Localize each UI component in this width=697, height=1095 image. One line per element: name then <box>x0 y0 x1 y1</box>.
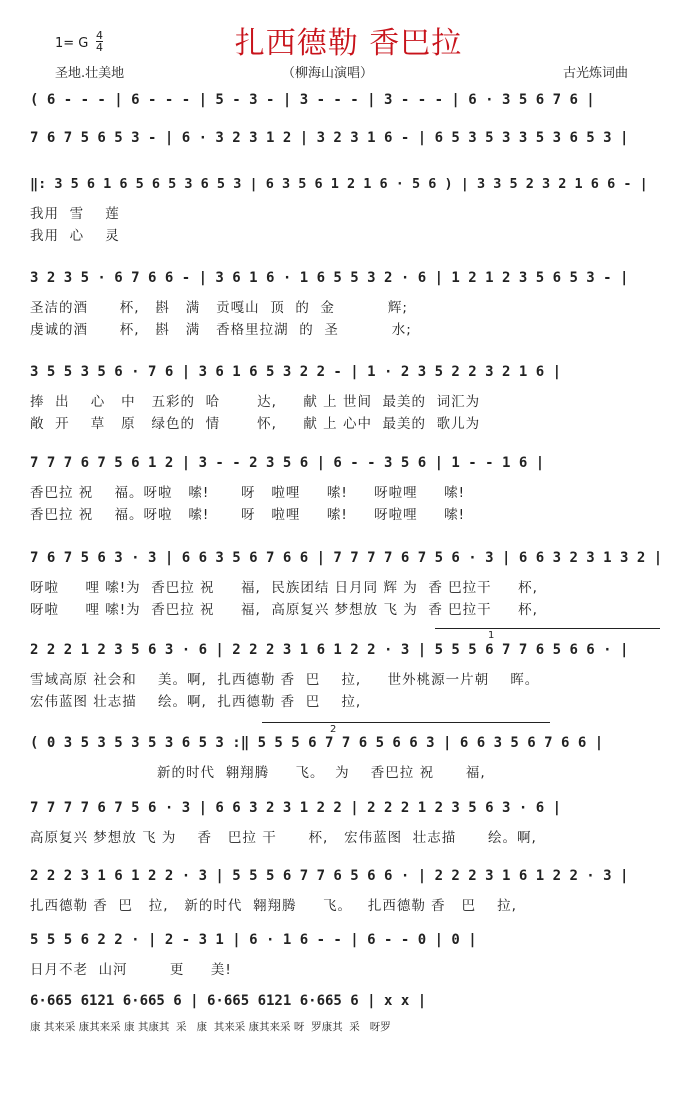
notation-row: 3 2 3 5 · 6 7 6 6 - | 3 6 1 6 · 1 6 5 5 3 2 · 6 | 1 2 1 2 3 5 6 5 3 - | <box>30 270 629 286</box>
notation-row: 7 6 7 5 6 3 · 3 | 6 6 3 5 6 7 6 6 | 7 7 7 7 6 7 5 6 · 3 | 6 6 3 2 3 1 3 2 | <box>30 550 663 566</box>
key-signature: 1= G <box>55 36 89 51</box>
meter-bottom: 4 <box>96 41 103 54</box>
notation-row: 3 5 5 3 5 6 · 7 6 | 3 6 1 6 5 3 2 2 - | 1 · 2 3 5 2 2 3 2 1 6 | <box>30 364 562 380</box>
song-title: 扎西德勒 香巴拉 <box>234 26 463 61</box>
subtitle: 圣地.壮美地 <box>55 66 125 81</box>
notation-row: ‖: 3 5 6 1 6 5 6 5 3 6 5 3 | 6 3 5 6 1 2 1 6 · 5 6 ) | 3 3 5 2 3 2 1 6 6 - | <box>30 176 648 192</box>
lyric-line: 香巴拉 祝 福。呀啦 嗦! 呀 啦哩 嗦! 呀啦哩 嗦! <box>30 507 466 523</box>
meter-top: 4 <box>96 29 103 42</box>
lyric-line: 康 其来采 康其来采 康 其康其 采 康 其来采 康其来采 呀 罗康其 采 呀罗 <box>30 1021 391 1033</box>
notation-row: ( 0 3 5 3 5 3 5 3 6 5 3 :‖ 5 5 5 6 7 7 6 5 6 6 3 | 6 6 3 5 6 7 6 6 | <box>30 735 604 751</box>
lyric-line: 宏伟蓝图 壮志描 绘。啊, 扎西德勒 香 巴 拉, <box>30 694 362 710</box>
notation-row: 2 2 2 3 1 6 1 2 2 · 3 | 5 5 5 6 7 7 6 5 6 6 · | 2 2 2 3 1 6 1 2 2 · 3 | <box>30 868 629 884</box>
volta-number-2: 2 <box>330 724 337 735</box>
lyric-line: 日月不老 山河 更 美! <box>30 962 232 978</box>
lyric-line: 呀啦 哩 嗦!为 香巴拉 祝 福, 民族团结 日月同 辉 为 香 巴拉干 杯, <box>30 580 538 596</box>
notation-row: 5 5 5 6 2 2 · | 2 - 3 1 | 6 · 1 6 - - | 6 - - 0 | 0 | <box>30 932 477 948</box>
lyric-line: 虔诚的酒 杯, 斟 满 香格里拉湖 的 圣 水; <box>30 322 412 338</box>
lyric-line: 高原复兴 梦想放 飞 为 香 巴拉 干 杯, 宏伟蓝图 壮志描 绘。啊, <box>30 830 537 846</box>
notation-row: 7 6 7 5 6 5 3 - | 6 · 3 2 3 1 2 | 3 2 3 1 6 - | 6 5 3 5 3 3 5 3 6 5 3 | <box>30 130 629 146</box>
volta-number-1: 1 <box>488 630 495 641</box>
lyric-line: 扎西德勒 香 巴 拉, 新的时代 翱翔腾 飞。 扎西德勒 香 巴 拉, <box>30 898 517 914</box>
lyric-line: 我用 雪 莲 <box>30 206 120 222</box>
lyric-line: 香巴拉 祝 福。呀啦 嗦! 呀 啦哩 嗦! 呀啦哩 嗦! <box>30 485 466 501</box>
notation-row: 7 7 7 7 6 7 5 6 · 3 | 6 6 3 2 3 1 2 2 | 2 2 2 1 2 3 5 6 3 · 6 | <box>30 800 562 816</box>
lyric-line: 捧 出 心 中 五彩的 哈 达, 献 上 世间 最美的 词汇为 <box>30 394 481 410</box>
volta-bracket-2 <box>262 722 550 723</box>
lyric-line: 圣洁的酒 杯, 斟 满 贡嘎山 顶 的 金 辉; <box>30 300 408 316</box>
notation-row: 2 2 2 1 2 3 5 6 3 · 6 | 2 2 2 3 1 6 1 2 2 · 3 | 5 5 5 6 7 7 6 5 6 6 · | <box>30 642 629 658</box>
lyric-line: 新的时代 翱翔腾 飞。 为 香巴拉 祝 福, <box>30 765 486 781</box>
time-signature <box>96 30 103 53</box>
lyric-line: 敞 开 草 原 绿色的 情 怀, 献 上 心中 最美的 歌儿为 <box>30 416 481 432</box>
performer: （柳海山演唱） <box>282 66 374 81</box>
notation-row: 6·665 6121 6·665 6 | 6·665 6121 6·665 6 | x x | <box>30 993 427 1009</box>
volta-bracket-1 <box>435 628 660 629</box>
notation-row: ( 6 - - - | 6 - - - | 5 - 3 - | 3 - - - | 3 - - - | 6 · 3 5 6 7 6 | <box>30 92 595 108</box>
lyric-line: 雪域高原 社会和 美。啊, 扎西德勒 香 巴 拉, 世外桃源一片朝 晖。 <box>30 672 540 688</box>
notation-row: 7 7 7 6 7 5 6 1 2 | 3 - - 2 3 5 6 | 6 - - 3 5 6 | 1 - - 1 6 | <box>30 455 545 471</box>
lyric-line: 呀啦 哩 嗦!为 香巴拉 祝 福, 高原复兴 梦想放 飞 为 香 巴拉干 杯, <box>30 602 538 618</box>
credits: 古光炼词曲 <box>563 66 629 81</box>
lyric-line: 我用 心 灵 <box>30 228 120 244</box>
